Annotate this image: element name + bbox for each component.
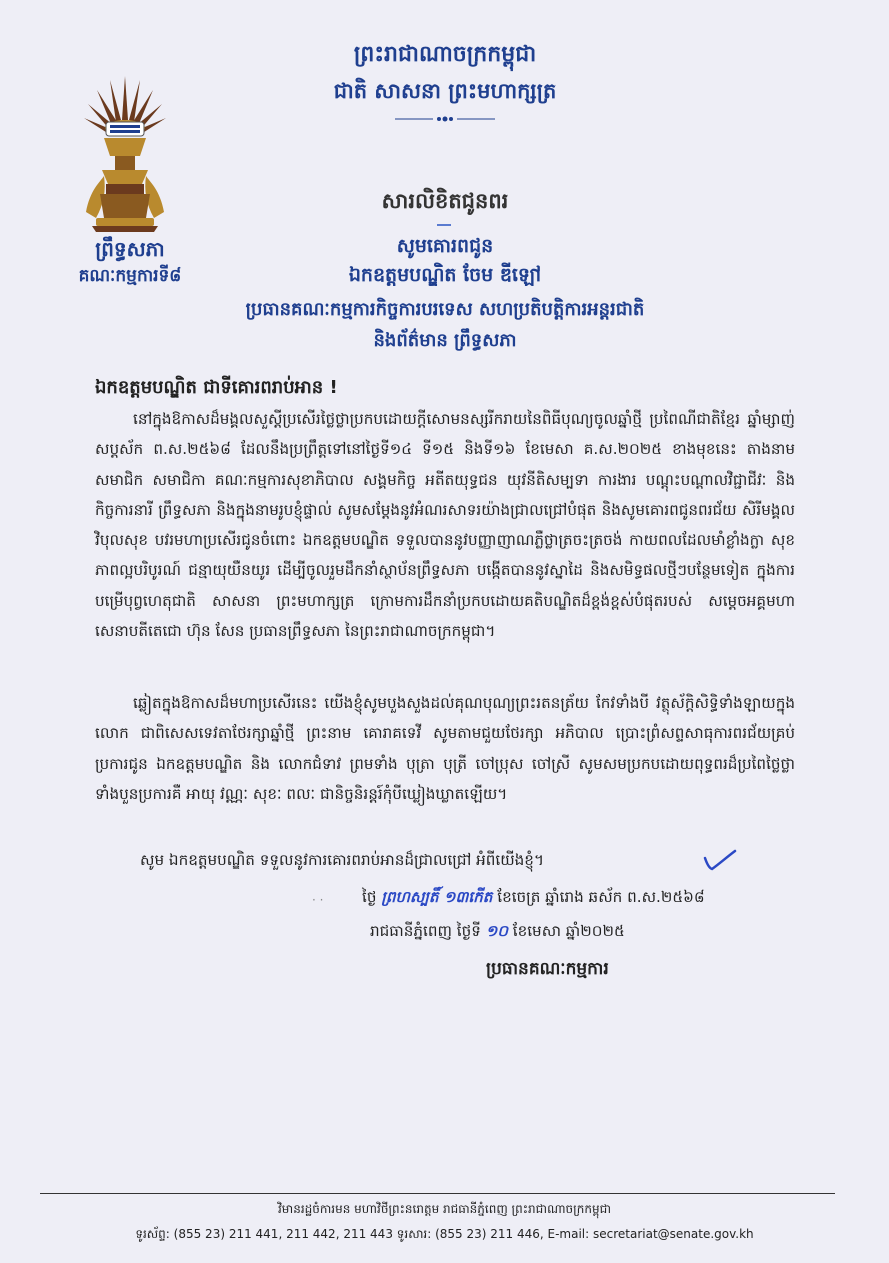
letter-title: សារលិខិតជូនពរ <box>381 189 509 213</box>
paragraph-2: ឆ្លៀតក្នុងឱកាសដ៏មហាប្រសើរនេះ យើងខ្ញុំសូមបួងសួងដល់គុណបុណ្យព្រះរតនត្រ័យ កែវទាំងបី វត្ថុស័ក្តិសិទ្ធិទាំងឡាយក្នុងលោក ជាពិសេសទេវតាថែរក្សាឆ្នាំថ្មី ព្រះនាម គោរាគទេវី សូមតាមជួយថែរក្សា អភិបាល ប្រោះព្រំសព្ទសាធុការពរជ័យគ្រប់ប្រការជូន ឯកឧត្តមបណ្ឌិត និង លោកជំទាវ ព្រមទាំង បុត្រា បុត្រី ចៅប្រុស ចៅស្រី សូមសមប្រកបដោយពុទ្ធពរដ៏ប្រពៃថ្លៃថ្លាទាំងបួនប្រការគឺ អាយុ វណ្ណៈ សុខៈ ពលៈ ជានិច្ចនិរន្តរ៍កុំបីឃ្លៀងឃ្លាតឡើយ។ <box>95 694 795 803</box>
handwritten-check-icon <box>703 848 737 872</box>
footer-contact: ទូរស័ព្ទ: (855 23) 211 441, 211 442, 211 443 ទូរសារ: (855 23) 211 446, E-mail: secretariat@senate.gov.kh <box>135 1227 754 1241</box>
commission-name: គណៈកម្មការទី៨ <box>78 266 182 286</box>
kingdom-motto: ជាតិ សាសនា ព្រះមហាក្សត្រ <box>333 79 557 103</box>
lunar-date-prefix: ថ្ងៃ <box>362 888 377 906</box>
senate-name: ព្រឹទ្ធសភា <box>95 237 165 261</box>
lunar-date-suffix: ខែចេត្រ ឆ្នាំរោង ឆស័ក ព.ស.២៥៦៨ <box>497 888 705 906</box>
solar-date-handwritten: ១០ <box>485 922 508 940</box>
solar-date-prefix: រាជធានីភ្នំពេញ ថ្ងៃទី <box>370 922 481 940</box>
recipient-to-line: សូមគោរពជូន <box>396 235 494 257</box>
solar-date-suffix: ខែមេសា ឆ្នាំ២០២៥ <box>512 922 625 940</box>
ornament-divider-icon <box>395 114 495 124</box>
kingdom-title: ព្រះរាជាណាចក្រកម្ពុជា <box>353 42 537 67</box>
signer-title: ប្រធានគណៈកម្មការ <box>486 959 609 979</box>
recipient-name: ឯកឧត្តមបណ្ឌិត ចែម ឌីឡៅ <box>348 264 542 286</box>
solar-date-line <box>370 922 810 944</box>
footer-divider <box>40 1193 835 1194</box>
paragraph-1: នៅក្នុងឱកាសដ៏មង្គលសួស្តីប្រសើរថ្លៃថ្លាប្រកបដោយក្តីសោមនស្សរីករាយនៃពិធីបុណ្យចូលឆ្នាំថ្មី ប្រពៃណីជាតិខ្មែរ ឆ្នាំម្សាញ់ សប្តស័ក ព.ស.២៥៦៨ ដែលនឹងប្រព្រឹត្តទៅនៅថ្ងៃទី១៤ ទី១៥ និងទី១៦ ខែមេសា គ.ស.២០២៥ ខាងមុខនេះ តាងនាមសមាជិក សមាជិកា គណៈកម្មការសុខាភិបាល សង្គមកិច្ច អតីតយុទ្ធជន យុវនីតិសម្បទា ការងារ បណ្តុះបណ្តាលវិជ្ជាជីវៈ និងកិច្ចការនារី ព្រឹទ្ធសភា និងក្នុងនាមរូបខ្ញុំផ្ទាល់ សូមសម្តែងនូវអំណរសាទរយ៉ាងជ្រាលជ្រៅបំផុត និងសូមគោរពជូនពរជ័យ សិរីមង្គលវិបុលសុខ បវរមហាប្រសើរជូនចំពោះ ឯកឧត្តមបណ្ឌិត ទទួលបាននូវបញ្ញាញាណភ្លឺថ្លាត្រចះត្រចង់ កាយពលដែលមាំខ្លាំងក្លា សុខភាពល្អបរិបូរណ៍ ជន្មាយុយឺនយូរ ដើម្បីចូលរួមដឹកនាំស្ថាប័នព្រឹទ្ធសភា បង្កើតបាននូវស្នាដៃ និងសមិទ្ធផលថ្មីៗបន្ថែមទៀត ក្នុងការបម្រើបុព្វហេតុជាតិ សាសនា ព្រះមហាក្សត្រ ក្រោមការដឹកនាំប្រកបដោយគតិបណ្ឌិតដ៏ខ្ពង់ខ្ពស់បំផុតរបស់ សម្តេចអគ្គមហាសេនាបតីតេជោ ហ៊ុន សែន ប្រធានព្រឹទ្ធសភា នៃព្រះរាជាណាចក្រកម្ពុជា។ <box>95 410 795 641</box>
salutation: ឯកឧត្តមបណ្ឌិត ជាទីគោរពរាប់អាន ! <box>95 377 338 398</box>
lunar-date-handwritten: ព្រហស្បតិ៍ ១៣កើត <box>381 888 493 906</box>
recipient-title-line-2: និងព័ត៌មាន ព្រឹទ្ធសភា <box>373 330 517 351</box>
footer-address: វិមានរដ្ឋចំការមន មហាវិថីព្រះនរោត្តម រាជធានីភ្នំពេញ ព្រះរាជាណាចក្រកម្ពុជា <box>277 1202 611 1216</box>
title-underline <box>437 224 451 226</box>
recipient-title-line-1: ប្រធានគណៈកម្មការកិច្ចការបរទេស សហប្រតិបត្តិការអន្តរជាតិ <box>245 299 645 320</box>
lunar-date-line <box>362 888 802 910</box>
decorative-dots: · · <box>312 893 324 907</box>
paragraph-3: សូម ឯកឧត្តមបណ្ឌិត ទទួលនូវការគោរពរាប់អានដ៏ជ្រាលជ្រៅ អំពីយើងខ្ញុំ។ <box>140 851 544 869</box>
senate-emblem-icon <box>82 72 168 232</box>
